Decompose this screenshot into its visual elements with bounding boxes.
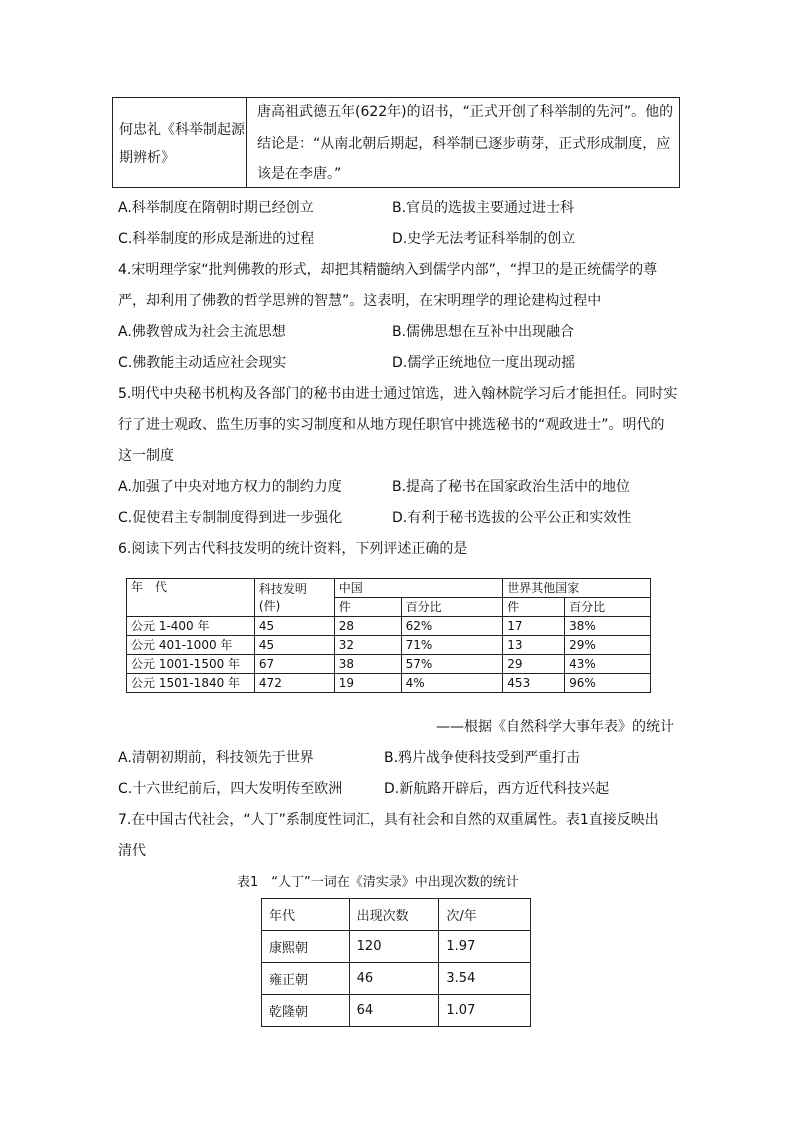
- q5-option-c: C.促使君主专制制度得到进一步强化: [118, 510, 343, 526]
- cell-count: 120: [349, 931, 439, 963]
- header-era: 年 代: [127, 579, 255, 617]
- table-row: [262, 995, 531, 1027]
- cell-china-pct: 62%: [401, 617, 503, 636]
- q7-rending-table: [261, 898, 531, 1027]
- header-total-unit: (件): [258, 598, 281, 613]
- q3-option-b: B.官员的选拔主要通过进士科: [392, 200, 575, 216]
- cell-world-count: 13: [503, 636, 565, 655]
- q6-option-d: D.新航路开辟后，西方近代科技兴起: [384, 781, 610, 797]
- cell-era: 公元 1-400 年: [127, 617, 255, 636]
- q3-option-c: C.科举制度的形成是渐进的过程: [118, 231, 315, 247]
- cell-total: 472: [254, 674, 334, 693]
- table-row: [262, 963, 531, 995]
- q4-stem-line-2: 严，却利用了佛教的哲学思辨的智慧”。这表明，在宋明理学的理论建构过程中: [118, 293, 602, 309]
- source-author-line-1: 何忠礼《科举制起源: [119, 122, 245, 138]
- q5-option-a: A.加强了中央对地方权力的制约力度: [118, 479, 342, 495]
- q6-option-a: A.清朝初期前，科技领先于世界: [118, 750, 314, 766]
- q5-option-b: B.提高了秘书在国家政治生活中的地位: [392, 479, 631, 495]
- cell-rate: 3.54: [439, 963, 531, 995]
- cell-era: 公元 401-1000 年: [127, 636, 255, 655]
- cell-era: 公元 1501-1840 年: [127, 674, 255, 693]
- table-row: [127, 617, 651, 636]
- source-author-line-2: 期辨析》: [119, 150, 175, 166]
- header-china-pct: 百分比: [401, 598, 503, 617]
- source-author-cell: [113, 98, 247, 187]
- cell-world-count: 453: [503, 674, 565, 693]
- cell-world-pct: 38%: [565, 617, 651, 636]
- q6-stem: 6.阅读下列古代科技发明的统计资料，下列评述正确的是: [118, 541, 468, 557]
- source-quote-line-3: 该是在李唐。”: [257, 166, 342, 182]
- cell-china-count: 19: [334, 674, 401, 693]
- q4-option-a: A.佛教曾成为社会主流思想: [118, 324, 286, 340]
- header-world-count: 件: [503, 598, 565, 617]
- cell-reign: 雍正朝: [262, 963, 350, 995]
- table-row: [262, 931, 531, 963]
- cell-rate: 1.07: [439, 995, 531, 1027]
- q6-option-b: B.鸦片战争使科技受到严重打击: [384, 750, 581, 766]
- header-world-pct: 百分比: [565, 598, 651, 617]
- source-quote-line-2: 结论是：“从南北朝后期起，科举制已逐步萌芽，正式形成制度，应: [257, 136, 671, 152]
- header-rate: 次/年: [439, 899, 531, 931]
- header-total-label: 科技发明: [258, 581, 307, 596]
- cell-world-pct: 96%: [565, 674, 651, 693]
- cell-world-pct: 43%: [565, 655, 651, 674]
- header-era: 年代: [262, 899, 350, 931]
- cell-count: 64: [349, 995, 439, 1027]
- cell-china-count: 28: [334, 617, 401, 636]
- cell-china-pct: 4%: [401, 674, 503, 693]
- q6-option-c: C.十六世纪前后，四大发明传至欧洲: [118, 781, 343, 797]
- table-header-row: [262, 899, 531, 931]
- q5-stem-line-2: 行了进士观政、监生历事的实习制度和从地方现任职官中挑选秘书的“观政进士”。明代的: [118, 417, 665, 433]
- q7-table-caption: 表1 “人丁”一词在《清实录》中出现次数的统计: [237, 875, 519, 890]
- cell-china-pct: 71%: [401, 636, 503, 655]
- cell-world-count: 29: [503, 655, 565, 674]
- cell-era: 公元 1001-1500 年: [127, 655, 255, 674]
- cell-china-count: 38: [334, 655, 401, 674]
- q4-option-d: D.儒学正统地位一度出现动摇: [392, 355, 576, 371]
- cell-reign: 乾隆朝: [262, 995, 350, 1027]
- cell-reign: 康熙朝: [262, 931, 350, 963]
- q5-option-d: D.有利于秘书选拔的公平公正和实效性: [392, 510, 632, 526]
- q7-stem-line-1: 7.在中国古代社会，“人丁”系制度性词汇，具有社会和自然的双重属性。表1直接反映出: [118, 812, 659, 828]
- cell-total: 45: [254, 617, 334, 636]
- q4-option-b: B.儒佛思想在互补中出现融合: [392, 324, 575, 340]
- table-row: [127, 636, 651, 655]
- cell-world-count: 17: [503, 617, 565, 636]
- q4-option-c: C.佛教能主动适应社会现实: [118, 355, 287, 371]
- header-total: [254, 579, 334, 617]
- q5-stem-line-1: 5.明代中央秘书机构及各部门的秘书由进士通过馆选，进入翰林院学习后才能担任。同时实: [118, 386, 678, 402]
- header-china: 中国: [334, 579, 503, 598]
- q7-stem-line-2: 清代: [118, 843, 146, 859]
- cell-total: 67: [254, 655, 334, 674]
- header-world: 世界其他国家: [503, 579, 651, 598]
- q5-stem-line-3: 这一制度: [118, 448, 174, 464]
- q3-option-d: D.史学无法考证科举制的创立: [392, 231, 576, 247]
- table-header-row: [127, 579, 651, 598]
- header-count: 出现次数: [349, 899, 439, 931]
- q6-invention-table: [126, 578, 651, 693]
- q4-stem-line-1: 4.宋明理学家“批判佛教的形式，却把其精髓纳入到儒学内部”，“捍卫的是正统儒学的尊: [118, 262, 658, 278]
- table-row: [127, 674, 651, 693]
- source-quote-line-1: 唐高祖武德五年(622年)的诏书，“正式开创了科举制的先河”。他的: [257, 104, 674, 120]
- cell-china-pct: 57%: [401, 655, 503, 674]
- cell-count: 46: [349, 963, 439, 995]
- q3-option-a: A.科举制度在隋朝时期已经创立: [118, 200, 314, 216]
- cell-china-count: 32: [334, 636, 401, 655]
- source-quote-table: [112, 97, 680, 188]
- header-china-count: 件: [334, 598, 401, 617]
- cell-total: 45: [254, 636, 334, 655]
- cell-rate: 1.97: [439, 931, 531, 963]
- q6-source-note: ——根据《自然科学大事年表》的统计: [436, 719, 674, 735]
- cell-world-pct: 29%: [565, 636, 651, 655]
- table-row: [127, 655, 651, 674]
